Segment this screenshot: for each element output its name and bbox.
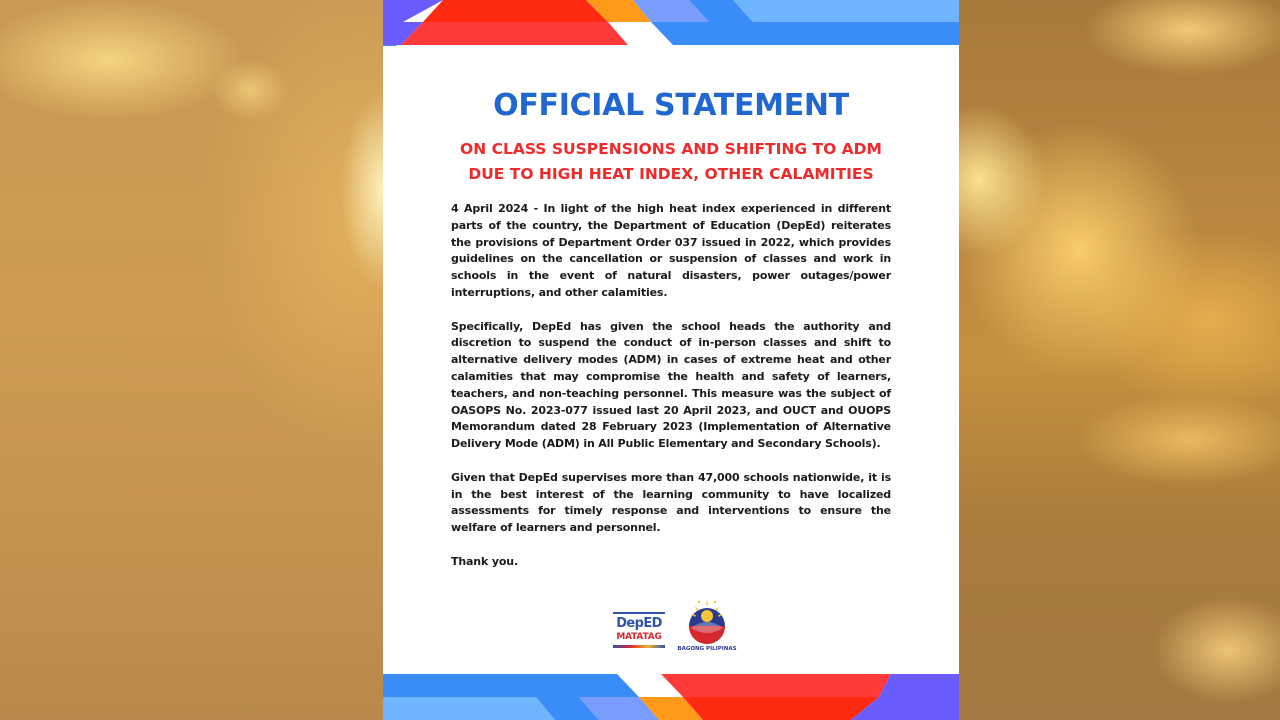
- background-right-clouds: [959, 0, 1280, 720]
- background-left-sky: [0, 0, 383, 720]
- deped-top-bar: [613, 612, 665, 614]
- subtitle-line-2: DUE TO HIGH HEAT INDEX, OTHER CALAMITIES: [468, 165, 874, 183]
- matatag-wordmark: MATATAG: [616, 632, 662, 642]
- logos-row: [611, 598, 741, 658]
- deped-matatag-logo: [611, 598, 667, 656]
- bagong-pilipinas-logo: [677, 598, 737, 658]
- statement-subtitle: [383, 137, 959, 187]
- statement-title: OFFICIAL STATEMENT: [493, 88, 849, 123]
- bagong-pilipinas-label: BAGONG PILIPINAS: [677, 646, 737, 652]
- deped-wordmark: DepED: [616, 616, 662, 631]
- paragraph-intro: 4 April 2024 - In light of the high heat index experienced in different parts of the country, the Department of Education (DepEd) reiterates the provisions of Department Order 037 issued in 2022, which provides guidelines on the cancellation or suspension of classes and work in schools in the event of natural disasters, power outages/power interruptions, and other calamities.: [451, 202, 891, 299]
- paragraph-localized-assessment: Given that DepEd supervises more than 47,000 schools nationwide, it is in the best interest of the learning community to have localized assessments for timely response and interventions to ensure the welfare of learners and personnel.: [451, 470, 891, 535]
- statement-body: [451, 201, 891, 587]
- bagong-pilipinas-emblem-icon: [677, 598, 737, 646]
- paragraph-closing: Thank you.: [451, 554, 518, 568]
- deped-tagline-strip: [613, 645, 665, 648]
- subtitle-line-1: ON CLASS SUSPENSIONS AND SHIFTING TO ADM: [460, 140, 882, 158]
- official-statement-card: [383, 0, 959, 720]
- bottom-decorative-banner: [383, 674, 959, 720]
- paragraph-authority: Specifically, DepEd has given the school heads the authority and discretion to suspend the conduct of in-person classes and shift to alternative delivery modes (ADM) in cases of extreme heat and other calamities that may compromise the health and safety of learners, teachers, and non-teaching personnel. This measure was the subject of OASOPS No. 2023-077 issued last 20 April 2023, and OUCT and OUOPS Memorandum dated 28 February 2023 (Implementation of Alternative Delivery Mode (ADM) in All Public Elementary and Secondary Schools).: [451, 319, 891, 451]
- top-decorative-banner: [383, 0, 959, 46]
